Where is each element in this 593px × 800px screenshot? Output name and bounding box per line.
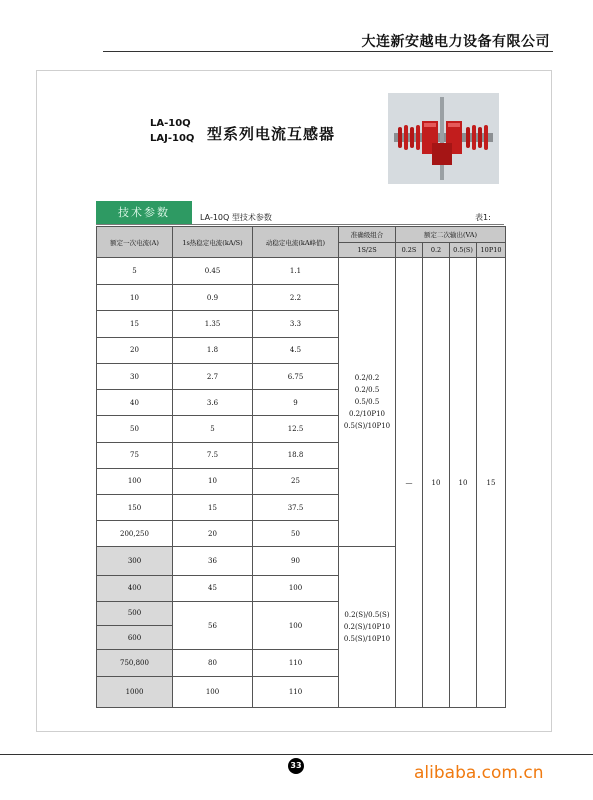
page-number: 33: [288, 758, 304, 774]
cell-output-05s: 10: [450, 258, 477, 708]
cell-output-02s: —: [396, 258, 423, 708]
cell-dynamic: 6.75: [253, 363, 339, 389]
cell-dynamic: 9: [253, 390, 339, 416]
cell-current: 400: [97, 575, 173, 601]
cell-dynamic: 3.3: [253, 311, 339, 337]
header-rated-primary-current: 额定一次电流(A): [97, 227, 173, 258]
cell-current: 5: [97, 258, 173, 285]
cell-dynamic: 100: [253, 601, 339, 649]
cell-thermal: 100: [173, 676, 253, 707]
accuracy-option: 0.2/0.5: [354, 386, 380, 395]
cell-thermal: 10: [173, 468, 253, 494]
header-output-10p10: 10P10: [477, 243, 506, 258]
cell-dynamic: 25: [253, 468, 339, 494]
cell-thermal: 1.35: [173, 311, 253, 337]
accuracy-option: 0.2(S)/0.5(S): [344, 611, 390, 620]
cell-thermal: 80: [173, 650, 253, 676]
cell-thermal: 5: [173, 416, 253, 442]
accuracy-option: 0.2(S)/10P10: [343, 623, 391, 632]
header-output-02s: 0.2S: [396, 243, 423, 258]
cell-dynamic: 110: [253, 676, 339, 707]
cell-current: 15: [97, 311, 173, 337]
table-subtitle: LA-10Q 型技术参数: [200, 213, 272, 222]
accuracy-option: 0.2/10P10: [348, 410, 385, 419]
cell-dynamic: 1.1: [253, 258, 339, 285]
company-name: 大连新安越电力设备有限公司: [361, 34, 550, 50]
cell-dynamic: 12.5: [253, 416, 339, 442]
cell-current: 50: [97, 416, 173, 442]
cell-thermal: 45: [173, 575, 253, 601]
header-rule: [103, 51, 553, 52]
cell-dynamic: 100: [253, 575, 339, 601]
accuracy-option: 0.2/0.2: [354, 374, 380, 383]
cell-current: 1000: [97, 676, 173, 707]
cell-current: 500: [97, 601, 173, 625]
header-output-02: 0.2: [423, 243, 450, 258]
cell-dynamic: 90: [253, 547, 339, 575]
cell-dynamic: 2.2: [253, 285, 339, 311]
cell-output-02: 10: [423, 258, 450, 708]
current-transformer-image: [388, 93, 499, 184]
accuracy-option: 0.5(S)/10P10: [343, 635, 391, 644]
cell-output-10p10: 15: [477, 258, 506, 708]
watermark: alibaba.com.cn: [414, 763, 544, 783]
accuracy-option: 0.5/0.5: [354, 398, 380, 407]
cell-dynamic: 37.5: [253, 494, 339, 520]
cell-current: 300: [97, 547, 173, 575]
model-number-2: LAJ-10Q: [150, 133, 195, 144]
cell-thermal: 0.9: [173, 285, 253, 311]
cell-dynamic: 110: [253, 650, 339, 676]
cell-current: 600: [97, 626, 173, 650]
header-output-05s: 0.5(S): [450, 243, 477, 258]
cell-thermal: 7.5: [173, 442, 253, 468]
footer-rule: [0, 754, 593, 755]
cell-current: 200,250: [97, 521, 173, 547]
accuracy-option: 0.5(S)/10P10: [343, 422, 391, 431]
cell-accuracy-group-1: [339, 258, 396, 547]
product-title: 型系列电流互感器: [207, 125, 336, 143]
product-photo: [388, 93, 499, 184]
spec-table: [96, 226, 506, 708]
section-rule: [96, 224, 504, 225]
cell-thermal: 15: [173, 494, 253, 520]
section-tag: 技术参数: [96, 201, 192, 224]
cell-thermal: 2.7: [173, 363, 253, 389]
cell-thermal: 20: [173, 521, 253, 547]
header-accuracy-class: 准确级组合: [339, 227, 396, 243]
cell-accuracy-group-2: [339, 547, 396, 708]
cell-current: 150: [97, 494, 173, 520]
cell-current: 750,800: [97, 650, 173, 676]
cell-thermal: 56: [173, 601, 253, 649]
header-thermal-current: 1s热稳定电流(kA/S): [173, 227, 253, 258]
cell-thermal: 0.45: [173, 258, 253, 285]
cell-current: 75: [97, 442, 173, 468]
cell-current: 100: [97, 468, 173, 494]
cell-thermal: 1.8: [173, 337, 253, 363]
header-accuracy-sub: 1S/2S: [339, 243, 396, 258]
cell-current: 20: [97, 337, 173, 363]
cell-current: 30: [97, 363, 173, 389]
model-number-1: LA-10Q: [150, 118, 191, 129]
cell-thermal: 3.6: [173, 390, 253, 416]
cell-dynamic: 18.8: [253, 442, 339, 468]
header-dynamic-current: 动稳定电流(kA峰值): [253, 227, 339, 258]
cell-current: 10: [97, 285, 173, 311]
header-rated-output: 额定二次输出(VA): [396, 227, 506, 243]
cell-dynamic: 50: [253, 521, 339, 547]
table-number: 表1:: [475, 213, 491, 222]
cell-dynamic: 4.5: [253, 337, 339, 363]
cell-thermal: 36: [173, 547, 253, 575]
cell-current: 40: [97, 390, 173, 416]
